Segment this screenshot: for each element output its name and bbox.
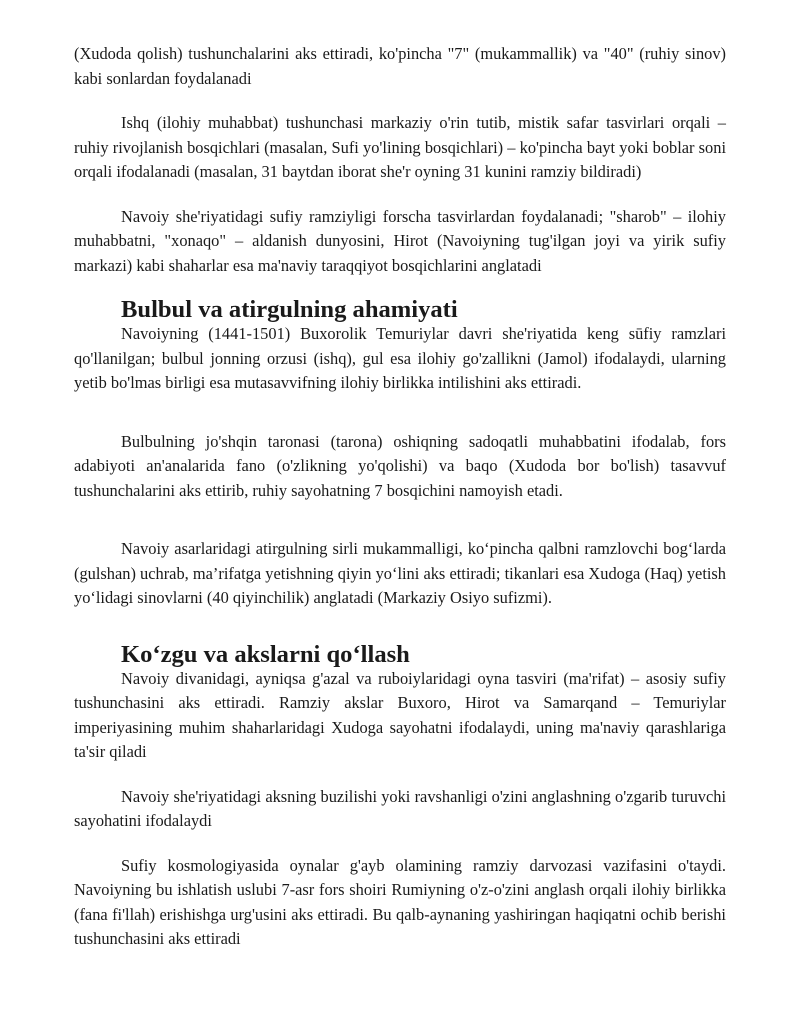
- paragraph-sufi-symbolism: Navoiy she'riyatidagi sufiy ramziyligi forscha tasvirlardan foydalanadi; "sharob" – ilohiy muhabbatni, "xonaqo" – aldanish dunyosini, Hirot (Navoiyning tug'ilgan joyi va yirik sufiy markazi) kabi shaharlar esa ma'naviy taraqqiyot bosqichlarini anglatadi: [74, 206, 726, 275]
- paragraph-nightingale-intro: Navoiyning (1441-1501) Buxorolik Temuriylar davri she'riyatida keng sūfiy ramzlari qo'llanilgan; bulbul jonning orzusi (ishq), gul esa ilohiy go'zallikni (Jamol) ifodalaydi, ularning yetib bo'lmas birligi esa mutasavvifning ilohiy birlikka intilishini aks ettiradi.: [74, 324, 726, 392]
- paragraph-rose-perfection: Navoiy asarlaridagi atirgulning sirli mukammalligi, ko‘pincha qalbni ramzlovchi bog‘larda (gulshan) uchrab, ma’rifatga yetishning qiyin yo‘lini aks ettiradi; tikanlari esa Xudoga (Haq) yetish yo‘lidagi sinovlarni (40 qiyinchilik) anglatadi (Markaziy Osiyo sufizmi).: [74, 539, 726, 607]
- section-heading-nightingale-rose: Bulbul va atirgulning ahamiyati: [121, 296, 458, 323]
- section-heading-mirror: Koʻzgu va akslarni qoʻllash: [121, 640, 410, 668]
- paragraph-nightingale-song: Bulbulning jo'shqin taronasi (tarona) oshiqning sadoqatli muhabbatini ifodalab, fors adabiyoti an'analarida fano (o'zlikning yo'qolishi) va baqo (Xudoda bor bo'lish) tasavvuf tushunchalarini aks ettirib, ruhiy sayohatning 7 bosqichini namoyish etadi.: [74, 431, 726, 500]
- paragraph-reflection-distortion: Navoiy she'riyatidagi aksning buzilishi yoki ravshanligi o'zini anglashning o'zgarib turuvchi sayohatini ifodalaydi: [74, 786, 726, 830]
- paragraph-mirror-divan: Navoiy divanidagi, ayniqsa g'azal va ruboiylaridagi oyna tasviri (ma'rifat) – asosiy sufiy tushunchasini aks ettiradi. Ramziy akslar Buxoro, Hirot va Samarqand – Temuriylar imperiyasining muhim shaharlaridagi Xudoga sayohatni ifodalaydi, uning ma'naviy qarashlariga ta'sir qiladi: [74, 668, 726, 761]
- paragraph-continuation: (Xudoda qolish) tushunchalarini aks ettiradi, ko'pincha "7" (mukammallik) va "40" (ruhiy sinov) kabi sonlardan foydalanadi: [74, 44, 726, 88]
- paragraph-sufi-cosmology: Sufiy kosmologiyasida oynalar g'ayb olamining ramziy darvozasi vazifasini o'taydi. Navoiyning bu ishlatish uslubi 7-asr fors shoiri Rumiyning o'z-o'zini anglash orqali ilohiy birlikka (fana fi'llah) erishishga urg'usini aks ettiradi. Bu qalb-aynaning yashiringan haqiqatni ochib berishi tushunchasini aks ettiradi: [74, 855, 726, 948]
- paragraph-ishq: Ishq (ilohiy muhabbat) tushunchasi markaziy o'rin tutib, mistik safar tasvirlari orqali – ruhiy rivojlanish bosqichlari (masalan, Sufi yo'lining bosqichlari) – ko'pincha bayt yoki boblar soni orqali ifodalanadi (masalan, 31 baytdan iborat she'r oyning 31 kunini ramziy bildiradi): [74, 113, 726, 181]
- document-page: [74, 42, 726, 952]
